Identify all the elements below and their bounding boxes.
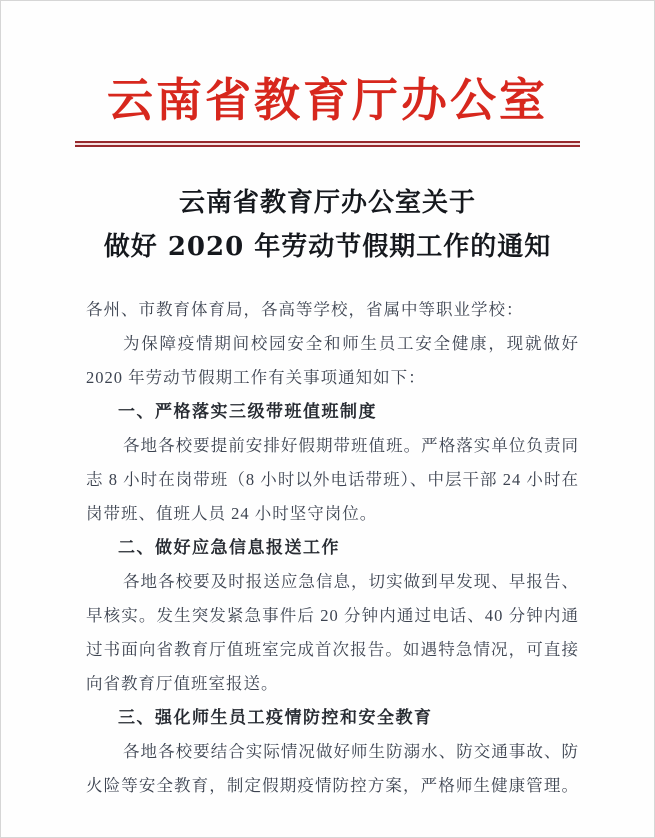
salutation: 各州、市教育体育局，各高等学校，省属中等职业学校： bbox=[86, 300, 524, 319]
section-1-paragraph-line: 各地各校要提前安排好假期带班值班。严格落实单位负责同 bbox=[123, 436, 579, 455]
section-2-paragraph-line: 向省教育厅值班室报送。 bbox=[86, 674, 279, 693]
section-1-heading: 一、严格落实三级带班值班制度 bbox=[118, 402, 377, 421]
section-3-heading: 三、强化师生员工疫情防控和安全教育 bbox=[118, 708, 433, 727]
section-3-paragraph-line: 火险等安全教育，制定假期疫情防控方案，严格师生健康管理。 bbox=[86, 776, 579, 795]
section-2-paragraph-line: 早核实。发生突发紧急事件后 20 分钟内通过电话、40 分钟内通 bbox=[86, 606, 579, 625]
intro-paragraph-line: 2020 年劳动节假期工作有关事项通知如下： bbox=[86, 368, 426, 387]
section-1-paragraph-line: 志 8 小时在岗带班（8 小时以外电话带班）、中层干部 24 小时在 bbox=[86, 470, 579, 489]
document-title-line2: 做好 2020 年劳动节假期工作的通知 bbox=[103, 232, 552, 262]
section-2-paragraph-line: 过书面向省教育厅值班室完成首次报告。如遇特急情况，可直接 bbox=[86, 640, 579, 659]
section-3-paragraph-line: 各地各校要结合实际情况做好师生防溺水、防交通事故、防 bbox=[123, 742, 579, 761]
document-title bbox=[1, 181, 654, 269]
section-1-paragraph-line: 岗带班、值班人员 24 小时坚守岗位。 bbox=[86, 504, 378, 523]
document-title-line1: 云南省教育厅办公室关于 bbox=[178, 188, 476, 218]
document-body bbox=[1, 293, 654, 803]
letterhead-double-rule bbox=[75, 141, 580, 147]
section-2-heading: 二、做好应急信息报送工作 bbox=[118, 538, 340, 557]
section-2-paragraph-line: 各地各校要及时报送应急信息，切实做到早发现、早报告、 bbox=[123, 572, 579, 591]
intro-paragraph-line: 为保障疫情期间校园安全和师生员工安全健康，现就做好 bbox=[123, 334, 579, 353]
letterhead-agency-name: 云南省教育厅办公室 bbox=[107, 73, 548, 127]
